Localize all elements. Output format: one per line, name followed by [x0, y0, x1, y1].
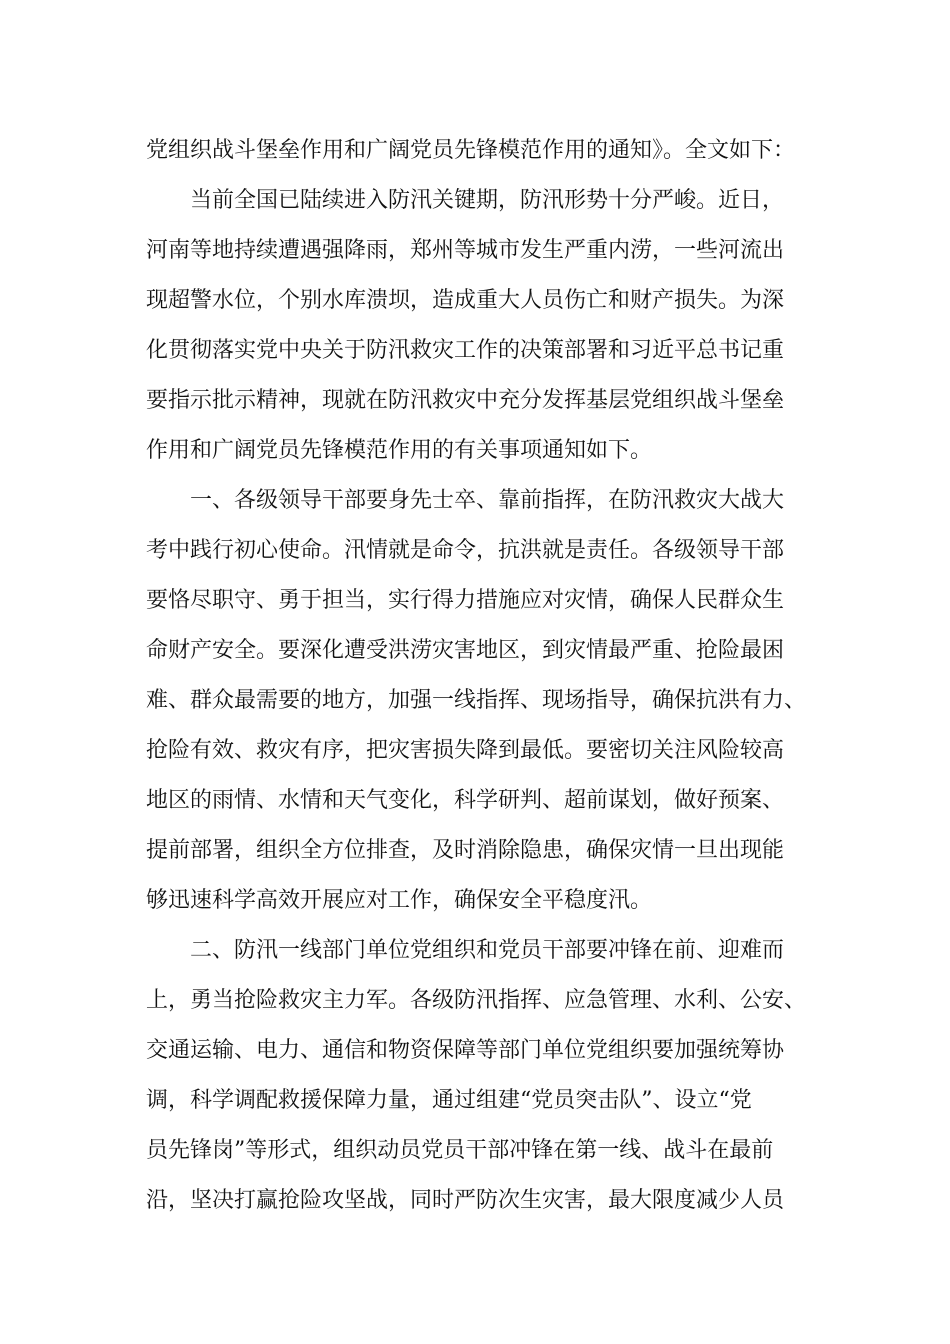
text-line: 员先锋岗”等形式，组织动员党员干部冲锋在第一线、战斗在最前 — [146, 1138, 774, 1163]
text-line: 现超警水位，个别水库溃坝，造成重大人员伤亡和财产损失。为深 — [146, 288, 785, 313]
text-line: 党组织战斗堡垒作用和广阔党员先锋模范作用的通知》。全文如下： — [146, 138, 796, 163]
text-line: 抢险有效、救灾有序，把灾害损失降到最低。要密切关注风险较高 — [146, 738, 785, 763]
text-line: 调，科学调配救援保障力量，通过组建“党员突击队”、设立“党 — [146, 1088, 752, 1113]
text-line: 要恪尽职守、勇于担当，实行得力措施应对灾情，确保人民群众生 — [146, 588, 785, 613]
text-line: 够迅速科学高效开展应对工作，确保安全平稳度汛。 — [146, 888, 653, 913]
text-line: 河南等地持续遭遇强降雨，郑州等城市发生严重内涝，一些河流出 — [146, 238, 785, 263]
text-line: 考中践行初心使命。汛情就是命令，抗洪就是责任。各级领导干部 — [146, 538, 785, 563]
text-line: 要指示批示精神，现就在防汛救灾中充分发挥基层党组织战斗堡垒 — [146, 388, 785, 413]
text-line: 难、群众最需要的地方，加强一线指挥、现场指导，确保抗洪有力、 — [146, 688, 807, 713]
text-line: 作用和广阔党员先锋模范作用的有关事项通知如下。 — [146, 438, 653, 463]
text-line: 上，勇当抢险救灾主力军。各级防汛指挥、应急管理、水利、公安、 — [146, 988, 807, 1013]
paragraph-start: 当前全国已陆续进入防汛关键期，防汛形势十分严峻。近日， — [190, 188, 785, 213]
text-line: 提前部署，组织全方位排查，及时消除隐患，确保灾情一旦出现能 — [146, 838, 785, 863]
paragraph-start: 二、防汛一线部门单位党组织和党员干部要冲锋在前、迎难而 — [190, 938, 785, 963]
text-line: 命财产安全。要深化遭受洪涝灾害地区，到灾情最严重、抢险最困 — [146, 638, 785, 663]
text-line: 化贯彻落实党中央关于防汛救灾工作的决策部署和习近平总书记重 — [146, 338, 785, 363]
text-line: 沿，坚决打赢抢险攻坚战，同时严防次生灾害，最大限度减少人员 — [146, 1188, 785, 1213]
paragraph-start: 一、各级领导干部要身先士卒、靠前指挥，在防汛救灾大战大 — [190, 488, 785, 513]
text-line: 交通运输、电力、通信和物资保障等部门单位党组织要加强统筹协 — [146, 1038, 785, 1063]
text-line: 地区的雨情、水情和天气变化，科学研判、超前谋划，做好预案、 — [146, 788, 785, 813]
